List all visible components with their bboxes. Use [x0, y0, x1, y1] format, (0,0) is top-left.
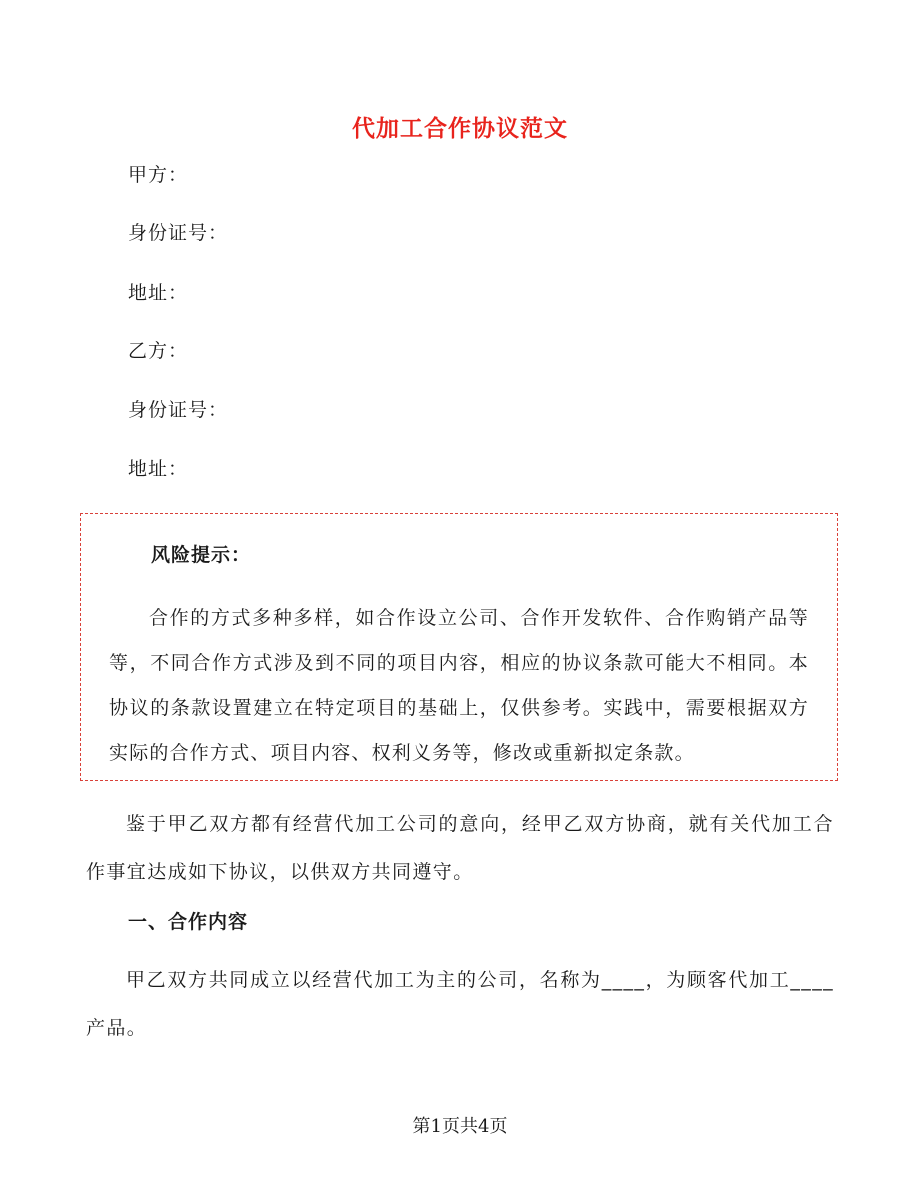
intro-paragraph: 鉴于甲乙双方都有经营代加工公司的意向，经甲乙双方协商，就有关代加工合作事宜达成如下协议，以供双方共同遵守。 — [86, 813, 834, 883]
risk-notice-text: 合作的方式多种多样，如合作设立公司、合作开发软件、合作购销产品等等，不同合作方式涉及到不同的项目内容，相应的协议条款可能大不相同。本协议的条款设置建立在特定项目的基础上，仅供参考。实践中，需要根据双方实际的合作方式、项目内容、权利义务等，修改或重新拟定条款。 — [109, 607, 809, 764]
section-1-paragraph: 甲乙双方共同成立以经营代加工为主的公司，名称为____，为顾客代加工____产品。 — [86, 969, 834, 1039]
party-b-id-label: 身份证号： — [128, 399, 229, 421]
section-1-heading: 一、合作内容 — [128, 911, 249, 933]
risk-notice-heading: 风险提示： — [151, 544, 252, 566]
party-a-id-label: 身份证号： — [128, 222, 229, 244]
risk-notice-box — [80, 513, 838, 781]
page-footer: 第1页共4页 — [412, 1116, 508, 1137]
party-a-label: 甲方： — [128, 164, 189, 186]
document-title: 代加工合作协议范文 — [352, 115, 568, 142]
party-b-address-label: 地址： — [128, 458, 189, 480]
party-b-label: 乙方： — [128, 340, 189, 362]
party-a-address-label: 地址： — [128, 282, 189, 304]
